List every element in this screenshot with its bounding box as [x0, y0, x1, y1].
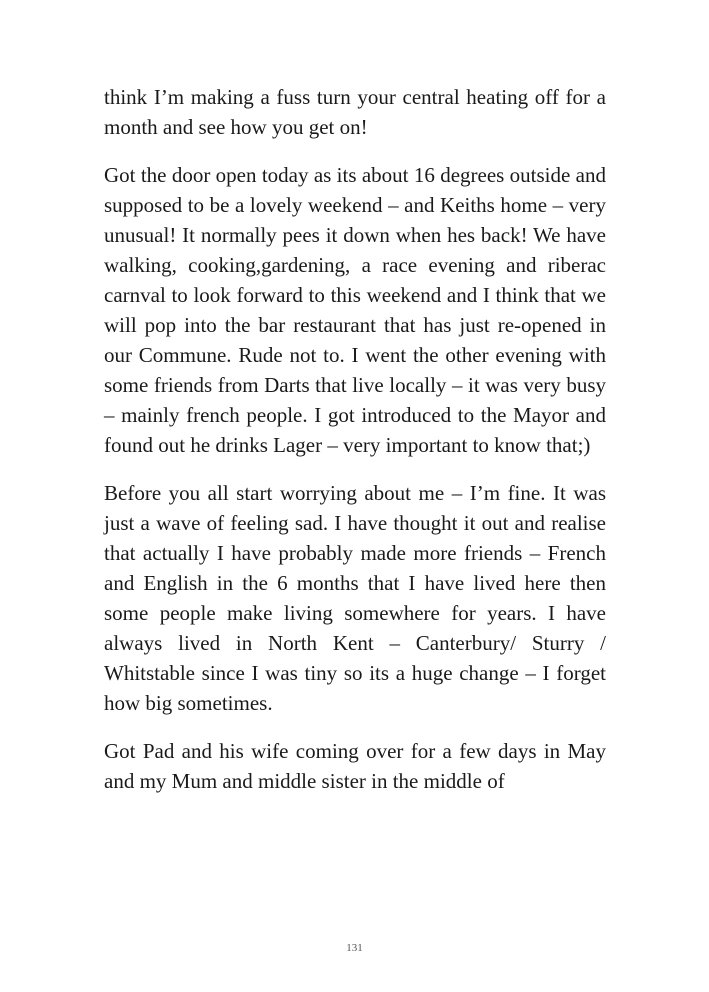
paragraph-3: Before you all start worrying about me – I’m fine. It was just a wave of feeling sad. I have thought it out and realise that actually I have probably made more friends – French and English in the 6 months that I have lived here then some people make living somewhere for years. I have always lived in North Kent – Canterbury/ Sturry / Whitstable since I was tiny so its a huge change – I forget how big sometimes.: [104, 481, 606, 715]
paragraph-4: Got Pad and his wife coming over for a few days in May and my Mum and middle sister in the middle of: [104, 739, 606, 793]
page-number: 131: [346, 942, 363, 954]
page-body: [104, 82, 606, 814]
paragraph-1: think I’m making a fuss turn your central heating off for a month and see how you get on!: [104, 85, 606, 139]
paragraph-2: Got the door open today as its about 16 degrees outside and supposed to be a lovely weekend – and Keiths home – very unusual! It normally pees it down when hes back! We have walking, cooking,gardening, a race evening and riberac carnval to look forward to this weekend and I think that we will pop into the bar restaurant that has just re-opened in our Commune. Rude not to. I went the other evening with some friends from Darts that live locally – it was very busy – mainly french people. I got introduced to the Mayor and found out he drinks Lager – very important to know that;): [104, 163, 606, 457]
